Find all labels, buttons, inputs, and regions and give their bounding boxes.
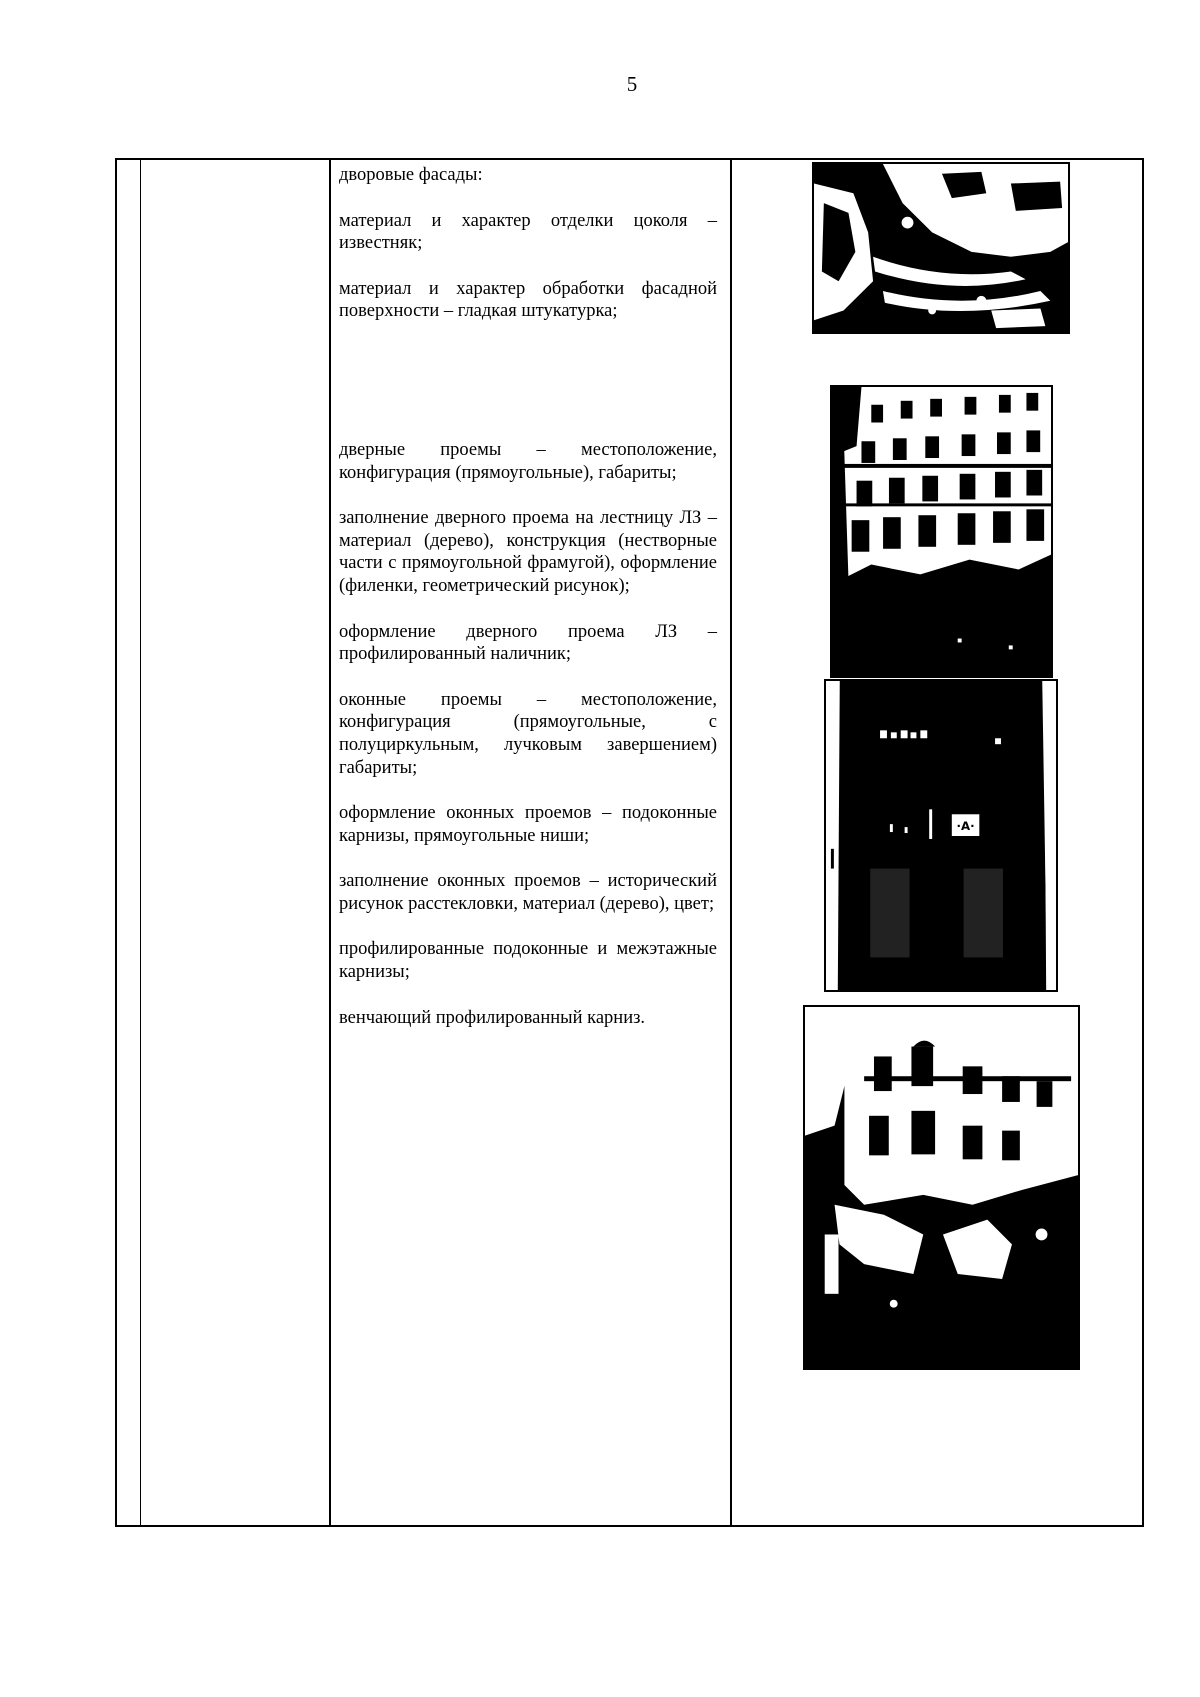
description-cell bbox=[339, 160, 717, 1029]
entrance-door-photo bbox=[824, 679, 1058, 992]
column-divider-2 bbox=[329, 160, 331, 1525]
plinth-limestone-photo bbox=[812, 162, 1070, 334]
item-window-filling: заполнение оконных проемов – исторический рисунок расстекловки, материал (дерево), цвет; bbox=[339, 871, 717, 914]
column-divider-1 bbox=[140, 160, 141, 1525]
facade-windows-photo bbox=[803, 1005, 1080, 1370]
item-facade-surface: материал и характер обработки фасадной поверхности – гладкая штукатурка; bbox=[339, 278, 717, 322]
courtyard-facade-photo bbox=[830, 385, 1053, 678]
item-yard-facades: дворовые фасады: bbox=[339, 165, 483, 185]
item-window-openings: оконные проемы – местоположение, конфигурация (прямоугольные, с полуциркульным, лучковым завершением) габариты; bbox=[339, 689, 717, 778]
column-divider-3 bbox=[730, 160, 732, 1525]
item-door-openings: дверные проемы – местоположение, конфигурация (прямоугольные), габариты; bbox=[339, 439, 717, 483]
item-door-framing: оформление дверного проема ЛЗ – профилированный наличник; bbox=[339, 621, 717, 665]
item-window-framing: оформление оконных проемов – подоконные карнизы, прямоугольные ниши; bbox=[339, 803, 717, 846]
page-number: 5 bbox=[626, 72, 638, 96]
object-description-table bbox=[115, 158, 1144, 1527]
item-plinth-finish: материал и характер отделки цоколя – известняк; bbox=[339, 210, 717, 254]
svg-text:·A·: ·A· bbox=[956, 819, 975, 834]
item-door-filling: заполнение дверного проема на лестницу ЛЗ – материал (дерево), конструкция (нестворные части с прямоугольной фрамугой), оформление (филенки, геометрический рисунок); bbox=[339, 508, 717, 596]
item-crowning-cornice: венчающий профилированный карниз. bbox=[339, 1007, 646, 1028]
item-cornices: профилированные подоконные и межэтажные карнизы; bbox=[339, 939, 717, 983]
